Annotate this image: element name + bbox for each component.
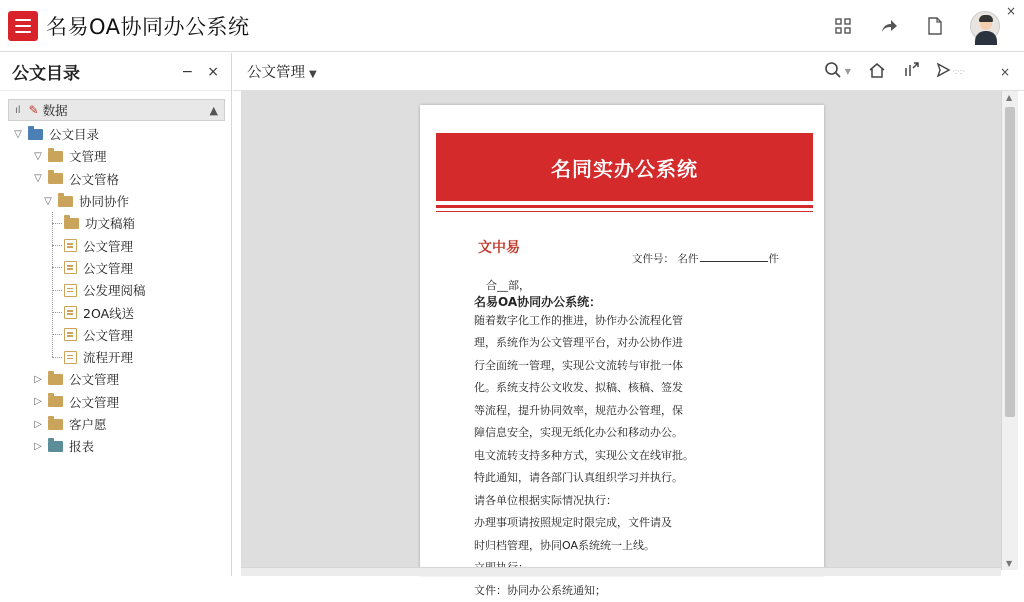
document-menu-label: 公文管理 <box>247 65 305 81</box>
app-title: 名易OA协同办公系统 <box>46 11 250 41</box>
collapse-toggle-icon[interactable]: ▷ <box>32 419 44 430</box>
document-line: 时归档管理，协同OA系统统一上线。 <box>474 535 774 558</box>
folder-icon <box>48 419 63 430</box>
document-number <box>632 251 779 266</box>
folder-icon <box>58 196 73 207</box>
home-icon[interactable] <box>869 62 885 82</box>
collapse-toggle-icon[interactable]: ▷ <box>32 374 44 385</box>
document-banner <box>436 133 813 201</box>
tree-item-label: 客户愿 <box>69 415 107 433</box>
tree-item[interactable] <box>0 168 231 190</box>
red-rule <box>436 205 813 208</box>
panel-title: 公文目录 <box>12 59 80 84</box>
document-line: 障信息安全，实现无纸化办公和移动办公。 <box>474 422 774 445</box>
document-toolbar <box>233 53 1024 91</box>
tree-root-row[interactable] <box>8 99 225 121</box>
document-close-button[interactable]: × <box>1000 65 1010 79</box>
folder-icon <box>48 396 63 407</box>
tree-item-label: 公发理阅稿 <box>83 281 146 299</box>
tree-guide-line <box>52 212 53 357</box>
scroll-down-icon[interactable]: ▼ <box>1006 559 1012 568</box>
horizontal-scrollbar[interactable] <box>241 567 1001 576</box>
directory-panel <box>0 53 232 576</box>
document-body <box>474 275 774 602</box>
tree-item-label: 公文目录 <box>49 125 99 143</box>
document-icon <box>64 351 77 364</box>
tree-item-label: 协同协作 <box>79 192 129 210</box>
svg-text:·:·:·: ·:·:· <box>952 67 965 76</box>
grid-icon[interactable] <box>832 15 854 37</box>
tree-item-label: 2OA线送 <box>83 304 134 322</box>
document-number-tail: 件 <box>768 253 779 265</box>
tree-item-label: 公文管理 <box>69 370 119 388</box>
document-line: 随着数字化工作的推进，协作办公流程化管 <box>474 310 774 333</box>
document-salutation: 合__部， <box>486 275 774 298</box>
tree-item[interactable] <box>0 145 231 167</box>
tree-item-label: 流程开理 <box>83 348 133 366</box>
tree-item[interactable] <box>0 435 231 457</box>
document-viewer[interactable] <box>241 91 1001 570</box>
folder-icon <box>48 173 63 184</box>
tree-item-label: 文管理 <box>69 147 107 165</box>
tree-item-label: 公文管格 <box>69 170 119 188</box>
expand-toggle-icon[interactable]: ▽ <box>42 196 54 207</box>
document-line: 电文流转支持多种方式，实现公文在线审批。 <box>474 445 774 468</box>
tree-item[interactable] <box>0 190 231 212</box>
document-number-label: 文件号： 名件 <box>632 253 698 265</box>
document-line: 行全面统一管理，实现公文流转与审批一体 <box>474 355 774 378</box>
tree-item[interactable] <box>0 123 231 145</box>
tree-root-label: 数据 <box>43 101 68 119</box>
folder-icon <box>48 441 63 452</box>
scroll-thumb[interactable] <box>1005 107 1015 417</box>
title-bar <box>0 0 1024 52</box>
tree-item-label: 报表 <box>69 437 94 455</box>
document-line: 请各单位根据实际情况执行： <box>474 490 774 513</box>
folder-icon <box>48 151 63 162</box>
tree-item[interactable] <box>0 212 231 234</box>
collapse-toggle-icon[interactable]: ▷ <box>32 441 44 452</box>
banner-title: 名同实办公系统 <box>551 153 698 182</box>
document-line: 理，系统作为公文管理平台，对办公协作进 <box>474 332 774 355</box>
document-icon <box>64 328 77 341</box>
scroll-up-icon[interactable]: ▲ <box>1006 93 1012 102</box>
expand-toggle-icon[interactable]: ▽ <box>12 129 24 140</box>
expand-toggle-icon[interactable]: ▽ <box>32 173 44 184</box>
tree-item[interactable] <box>0 279 231 301</box>
document-icon <box>64 284 77 297</box>
tree-item[interactable] <box>0 346 231 368</box>
tree-item[interactable] <box>0 413 231 435</box>
tree-item-label: 公文管理 <box>83 326 133 344</box>
tree-item[interactable] <box>0 324 231 346</box>
document-sender: 文中易 <box>478 237 520 257</box>
directory-tree <box>0 123 231 457</box>
app-logo-icon <box>8 11 38 41</box>
document-line: 化。系统支持公文收发、拟稿、核稿、签发 <box>474 377 774 400</box>
collapse-toggle-icon[interactable]: ▷ <box>32 396 44 407</box>
document-line: 办理事项请按照规定时限完成，文件请及 <box>474 512 774 535</box>
export-icon[interactable] <box>903 62 919 82</box>
document-icon[interactable] <box>924 15 946 37</box>
share-icon[interactable] <box>878 15 900 37</box>
document-icon <box>64 306 77 319</box>
brush-icon: ✎ <box>29 103 39 117</box>
search-icon[interactable] <box>824 61 842 83</box>
panel-minimize-button[interactable]: − <box>182 64 194 80</box>
document-menu-button[interactable] <box>247 61 317 82</box>
tree-item-label: 公文管理 <box>83 259 133 277</box>
tree-item-label: 公文管理 <box>83 237 133 255</box>
drag-handle-icon: ıl <box>15 105 21 116</box>
red-rule-thin <box>436 211 813 212</box>
tree-item[interactable] <box>0 368 231 390</box>
folder-icon <box>28 129 43 140</box>
tree-item[interactable] <box>0 391 231 413</box>
chevron-up-icon[interactable]: ▲ <box>210 104 218 117</box>
document-line: 特此通知，请各部门认真组织学习并执行。 <box>474 467 774 490</box>
chevron-down-icon: ▼ <box>309 69 317 80</box>
window-close-button[interactable]: × <box>1006 4 1016 18</box>
vertical-scrollbar[interactable] <box>1001 91 1018 570</box>
panel-close-button[interactable]: × <box>207 64 219 80</box>
avatar[interactable] <box>970 11 1000 41</box>
folder-icon <box>64 218 79 229</box>
send-icon[interactable] <box>937 62 971 82</box>
folder-icon <box>48 374 63 385</box>
document-icon <box>64 239 77 252</box>
tree-item[interactable] <box>0 301 231 323</box>
document-page <box>420 105 824 575</box>
tree-item-label: 功文稿箱 <box>85 214 135 232</box>
tree-item-label: 公文管理 <box>69 393 119 411</box>
document-icon <box>64 261 77 274</box>
document-line: 文件：协同办公系统通知； <box>474 580 774 602</box>
tree-item[interactable] <box>0 234 231 256</box>
search-dropdown-icon[interactable]: ▼ <box>845 67 851 76</box>
document-lead: 名易OA协同办公系统： <box>474 294 774 310</box>
expand-toggle-icon[interactable]: ▽ <box>32 151 44 162</box>
tree-item[interactable] <box>0 257 231 279</box>
document-line: 等流程，提升协同效率，规范办公管理，保 <box>474 400 774 423</box>
